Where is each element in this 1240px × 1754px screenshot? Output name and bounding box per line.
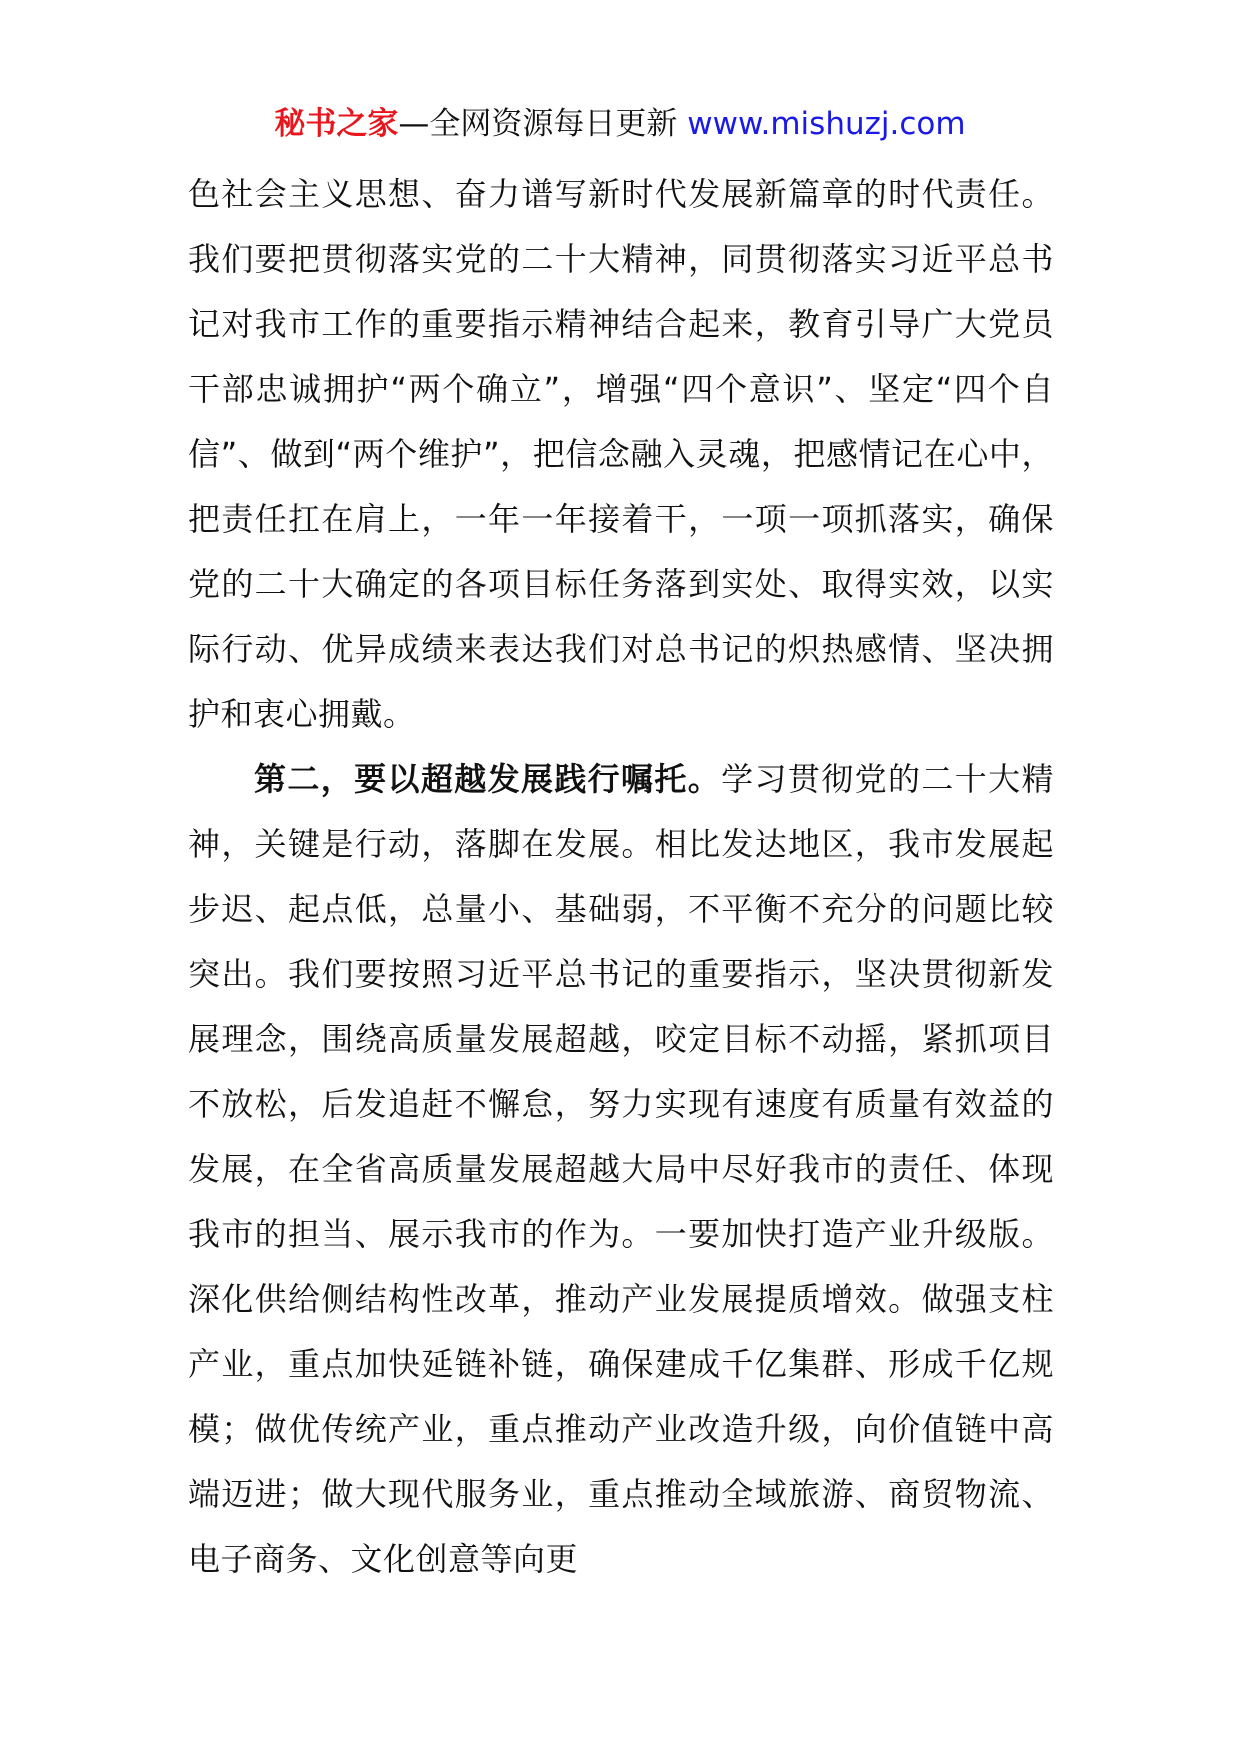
paragraph-lead-heading: 第二，要以超越发展践行嘱托。 xyxy=(254,760,722,798)
website-link[interactable]: www.mishuzj.com xyxy=(687,106,966,142)
paragraph-text: 色社会主义思想、奋力谱写新时代发展新篇章的时代责任。我们要把贯彻落实党的二十大精神，同贯彻落实习近平总书记对我市工作的重要指示精神结合起来，教育引导广大党员干部忠诚拥护“两个确立”，增强“四个意识”、坚定“四个自信”、做到“两个维护”，把信念融入灵魂，把感情记在心中，把责任扛在肩上，一年一年接着干，一项一项抓落实，确保党的二十大确定的各项目标任务落到实处、取得实效，以实际行动、优异成绩来表达我们对总书记的炽热感情、坚决拥护和衷心拥戴。 xyxy=(188,175,1054,733)
document-body xyxy=(188,162,1054,1592)
brand-name: 秘书之家 xyxy=(274,106,399,142)
paragraph-second-point xyxy=(188,747,1054,1592)
paragraph-continued xyxy=(188,162,1054,747)
page-header xyxy=(0,100,1240,148)
header-tagline: —全网资源每日更新 xyxy=(398,106,688,142)
paragraph-text: 学习贯彻党的二十大精神，关键是行动，落脚在发展。相比发达地区，我市发展起步迟、起点低，总量小、基础弱，不平衡不充分的问题比较突出。我们要按照习近平总书记的重要指示，坚决贯彻新发展理念，围绕高质量发展超越，咬定目标不动摇，紧抓项目不放松，后发追赶不懈怠，努力实现有速度有质量有效益的发展，在全省高质量发展超越大局中尽好我市的责任、体现我市的担当、展示我市的作为。一要加快打造产业升级版。深化供给侧结构性改革，推动产业发展提质增效。做强支柱产业，重点加快延链补链，确保建成千亿集群、形成千亿规模；做优传统产业，重点推动产业改造升级，向价值链中高端迈进；做大现代服务业，重点推动全域旅游、商贸物流、电子商务、文化创意等向更 xyxy=(188,760,1054,1578)
